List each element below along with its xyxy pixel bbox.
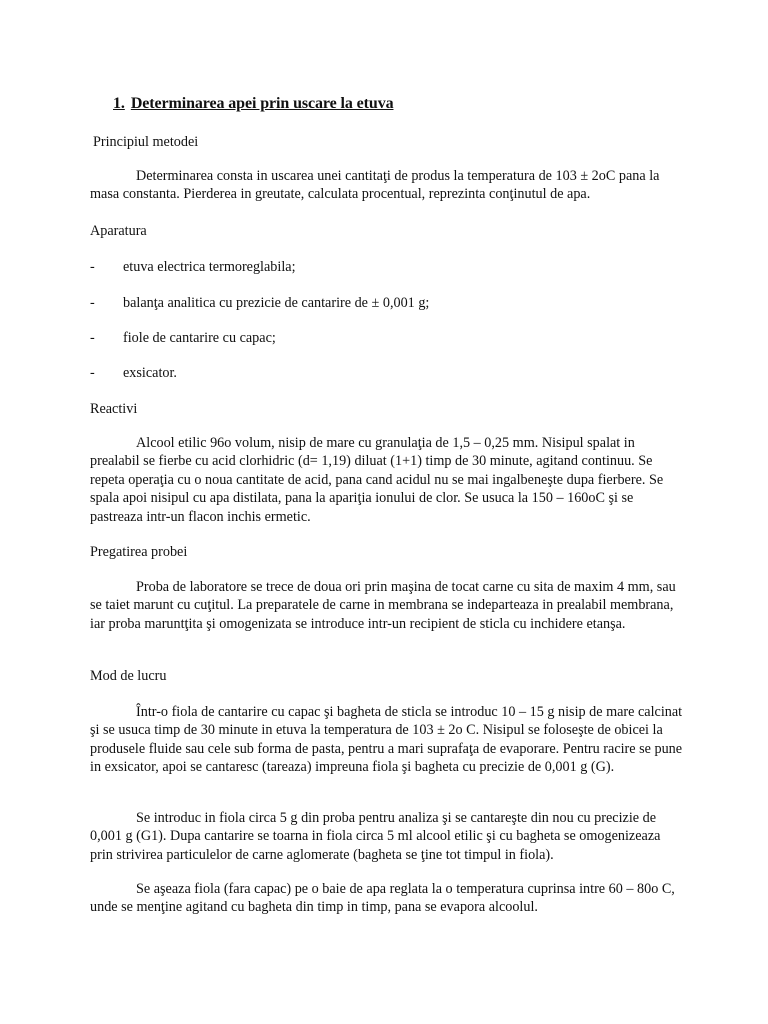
apparatus-item-text: fiole de cantarire cu capac;	[123, 330, 276, 346]
apparatus-item	[90, 364, 177, 382]
bullet-dash: -	[90, 330, 95, 346]
method-text: Într-o fiola de cantarire cu capac şi bagheta de sticla se introduc 10 – 15 g nisip de mare calcinat şi se usuca timp de 30 minute in etuva la temperatura de 103 ± 2o C. Nisipul se foloseşte de obicei la produsele fluide sau cele sub forma de pasta, pentru a mari suprafaţa de evaporare. Pentru racire se pune in exsicator, apoi se cantaresc (tareaza) impreuna fiola şi bagheta cu precizie de 0,001 g (G).	[90, 704, 683, 776]
apparatus-item-text: etuva electrica termoreglabila;	[123, 259, 296, 275]
page-title	[113, 95, 394, 113]
preparation-text: Proba de laboratore se trece de doua ori prin maşina de tocat carne cu sita de maxim 4 mm, sau se taiet marunt cu cuţitul. La preparatele de carne in membrana se indeparteaza in prealabil membrana, iar proba maruntţita şi omogenizata se introduce intr-un recipient de sticla cu inchidere etanşa.	[90, 579, 676, 632]
method-paragraph	[90, 809, 684, 864]
apparatus-item	[90, 294, 429, 312]
reagents-text: Alcool etilic 96o volum, nisip de mare cu granulaţia de 1,5 – 0,25 mm. Nisipul spalat in prealabil se fierbe cu acid clorhidric (d= 1,19) diluat (1+1) timp de 30 minute, agitand continuu. Se repeta operaţia cu o noua cantitate de acid, pana cand acidul nu se mai ingalbeneşte dupa fierbere. Se spala apoi nisipul cu apa distilata, pana la apariţia ionului de clor. Se usuca la 150 – 160oC şi se pastreaza intr-un flacon inchis ermetic.	[90, 435, 664, 525]
bullet-dash: -	[90, 365, 95, 381]
method-text: Se introduc in fiola circa 5 g din proba pentru analiza şi se cantareşte din nou cu precizie de 0,001 g (G1). Dupa cantarire se toarna in fiola circa 5 ml alcool etilic şi cu bagheta se omogenizeaza prin strivirea particulelor de carne aglomerate (bagheta se ţine tot timpul in fiola).	[90, 810, 661, 863]
principle-heading: Principiul metodei	[93, 134, 199, 150]
reagents-paragraph	[90, 434, 684, 526]
apparatus-heading: Aparatura	[90, 223, 147, 239]
apparatus-item-text: exsicator.	[123, 365, 177, 381]
preparation-paragraph	[90, 578, 684, 633]
method-paragraph	[90, 703, 684, 777]
bullet-dash: -	[90, 259, 95, 275]
bullet-dash: -	[90, 295, 95, 311]
method-text: Se aşeaza fiola (fara capac) pe o baie de apa reglata la o temperatura cuprinsa intre 60 – 80o C, unde se menţine agitand cu bagheta din timp in timp, pana se evapora alcoolul.	[90, 881, 675, 916]
apparatus-item	[90, 329, 276, 347]
reagents-heading: Reactivi	[90, 401, 138, 417]
title-number: 1.	[113, 95, 125, 112]
method-heading: Mod de lucru	[90, 668, 167, 684]
apparatus-item	[90, 258, 296, 276]
method-paragraph	[90, 880, 684, 917]
preparation-heading: Pregatirea probei	[90, 544, 188, 560]
principle-text: Determinarea consta in uscarea unei cantitaţi de produs la temperatura de 103 ± 2oC pana la masa constanta. Pierderea in greutate, calculata procentual, reprezinta conţinutul de apa.	[90, 168, 660, 203]
apparatus-item-text: balanţa analitica cu prezicie de cantarire de ± 0,001 g;	[123, 295, 430, 311]
principle-paragraph	[90, 167, 684, 204]
title-text: Determinarea apei prin uscare la etuva	[130, 95, 394, 112]
